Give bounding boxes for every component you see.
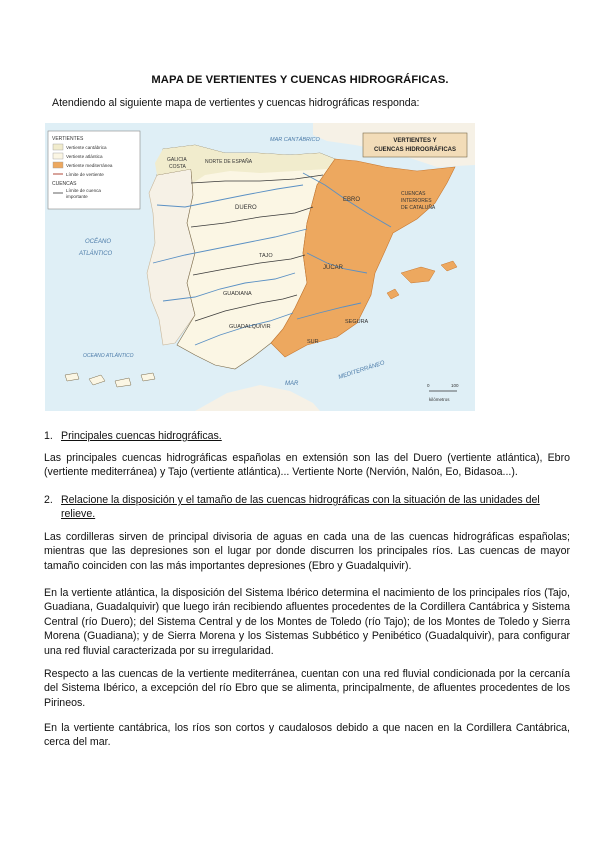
label-mar: MAR [285, 381, 299, 387]
map-title-1: VERTIENTES Y [393, 138, 437, 144]
question-2-text: Relacione la disposición y el tamaño de las cuencas hidrográficas con la situación de las unidades del relieve. [61, 494, 540, 520]
answer-paragraph-3: En la vertiente atlántica, la disposición del Sistema Ibérico determina el nacimiento de los principales ríos (Tajo, Guadiana, Guadalquivir) que luego irán recibiendo afluentes procedentes de la Cordillera Cantábrica y Sistema Central (río Duero); del Sistema Central y de los Montes de Toledo (río Tajo); de los Montes de Toledo y Sierra Morena (Guadiana); y de Sierra Morena y los Sistemas Subbético y Penibético (Guadalquivir), para configurar una red fluvial caracterizada por su irregularidad. [44, 587, 570, 657]
label-galicia: GALICIA [167, 157, 187, 163]
question-2-number: 2. [44, 494, 53, 506]
legend-basin-limit-2: importante [66, 194, 88, 199]
map-legend [48, 131, 140, 209]
label-norte: NORTE DE ESPAÑA [205, 159, 253, 165]
question-1-number: 1. [44, 430, 53, 442]
label-oceano-1: OCÉANO [85, 239, 112, 245]
intro-text: Atendiendo al siguiente mapa de vertientes y cuencas hidrográficas responda: [52, 97, 420, 109]
legend-item-limite: Límite de vertiente [66, 172, 104, 177]
question-1-text: Principales cuencas hidrográficas. [61, 430, 222, 442]
scale-unit: kilómetros [429, 397, 450, 402]
label-costa: COSTA [169, 164, 186, 170]
label-segura: SEGURA [345, 319, 369, 325]
label-sur: SUR [307, 339, 319, 345]
scale-0: 0 [427, 383, 430, 388]
label-guadiana: GUADIANA [223, 291, 252, 297]
legend-heading-cuencas: CUENCAS [52, 181, 77, 187]
label-guadalquivir: GUADALQUIVIR [229, 324, 271, 330]
answer-paragraph-5: En la vertiente cantábrica, los ríos son cortos y caudalosos debido a que nacen en la Cordillera Cantábrica, cerca del mar. [44, 722, 570, 749]
map-title-box [363, 133, 467, 157]
label-oceano-3: OCEANO ATLÁNTICO [83, 353, 134, 359]
legend-item-mediterranea: Vertiente mediterránea [66, 163, 113, 168]
answer-paragraph-1: Las principales cuencas hidrográficas españolas en extensión son las del Duero (vertiente atlántica), Ebro (vertiente mediterránea) y Tajo (vertiente atlántica)... Vertiente Norte (Nervión, Nalón, Eo, Bidasoa...). [44, 452, 570, 479]
label-duero: DUERO [235, 205, 257, 211]
label-tajo: TAJO [259, 253, 273, 259]
label-cataluna-1: CUENCAS [401, 191, 426, 197]
legend-heading-vertientes: VERTIENTES [52, 136, 84, 142]
label-cataluna-3: DE CATALUÑA [401, 205, 436, 211]
map-title-2: CUENCAS HIDROGRÁFICAS [373, 147, 457, 153]
legend-basin-limit-1: Límite de cuenca [66, 188, 101, 193]
answer-paragraph-4: Respecto a las cuencas de la vertiente mediterránea, cuentan con una red fluvial condicionada por la cercanía del Sistema Ibérico, a excepción del río Ebro que se alimenta, principalmente, de afluentes procedentes de los Pirineos. [44, 668, 570, 709]
watershed-map [45, 123, 475, 411]
answer-paragraph-2: Las cordilleras sirven de principal divisoria de aguas en cada una de las cuencas hidrográficas españolas; mientras que las depresiones son el lugar por donde discurren los principales ríos. Las cuencas de mayor tamaño coinciden con las más importantes depresiones (Ebro y Guadalquivir). [44, 531, 570, 572]
label-ebro: EBRO [343, 197, 361, 203]
question-1 [44, 429, 570, 443]
legend-item-cantabrica: Vertiente cantábrica [66, 145, 107, 150]
label-cataluna-2: INTERIORES [401, 198, 432, 204]
label-cantabrico: MAR CANTÁBRICO [270, 137, 320, 143]
document-title: MAPA DE VERTIENTES Y CUENCAS HIDROGRÁFICAS. [151, 74, 449, 86]
label-oceano-2: ATLÁNTICO [79, 251, 113, 257]
scale-100: 100 [451, 383, 459, 388]
label-jucar: JÚCAR [323, 265, 344, 271]
question-2 [44, 493, 570, 521]
label-mediterraneo: MEDITERRÁNEO [337, 360, 386, 381]
legend-item-atlantica: Vertiente atlántica [66, 154, 103, 159]
